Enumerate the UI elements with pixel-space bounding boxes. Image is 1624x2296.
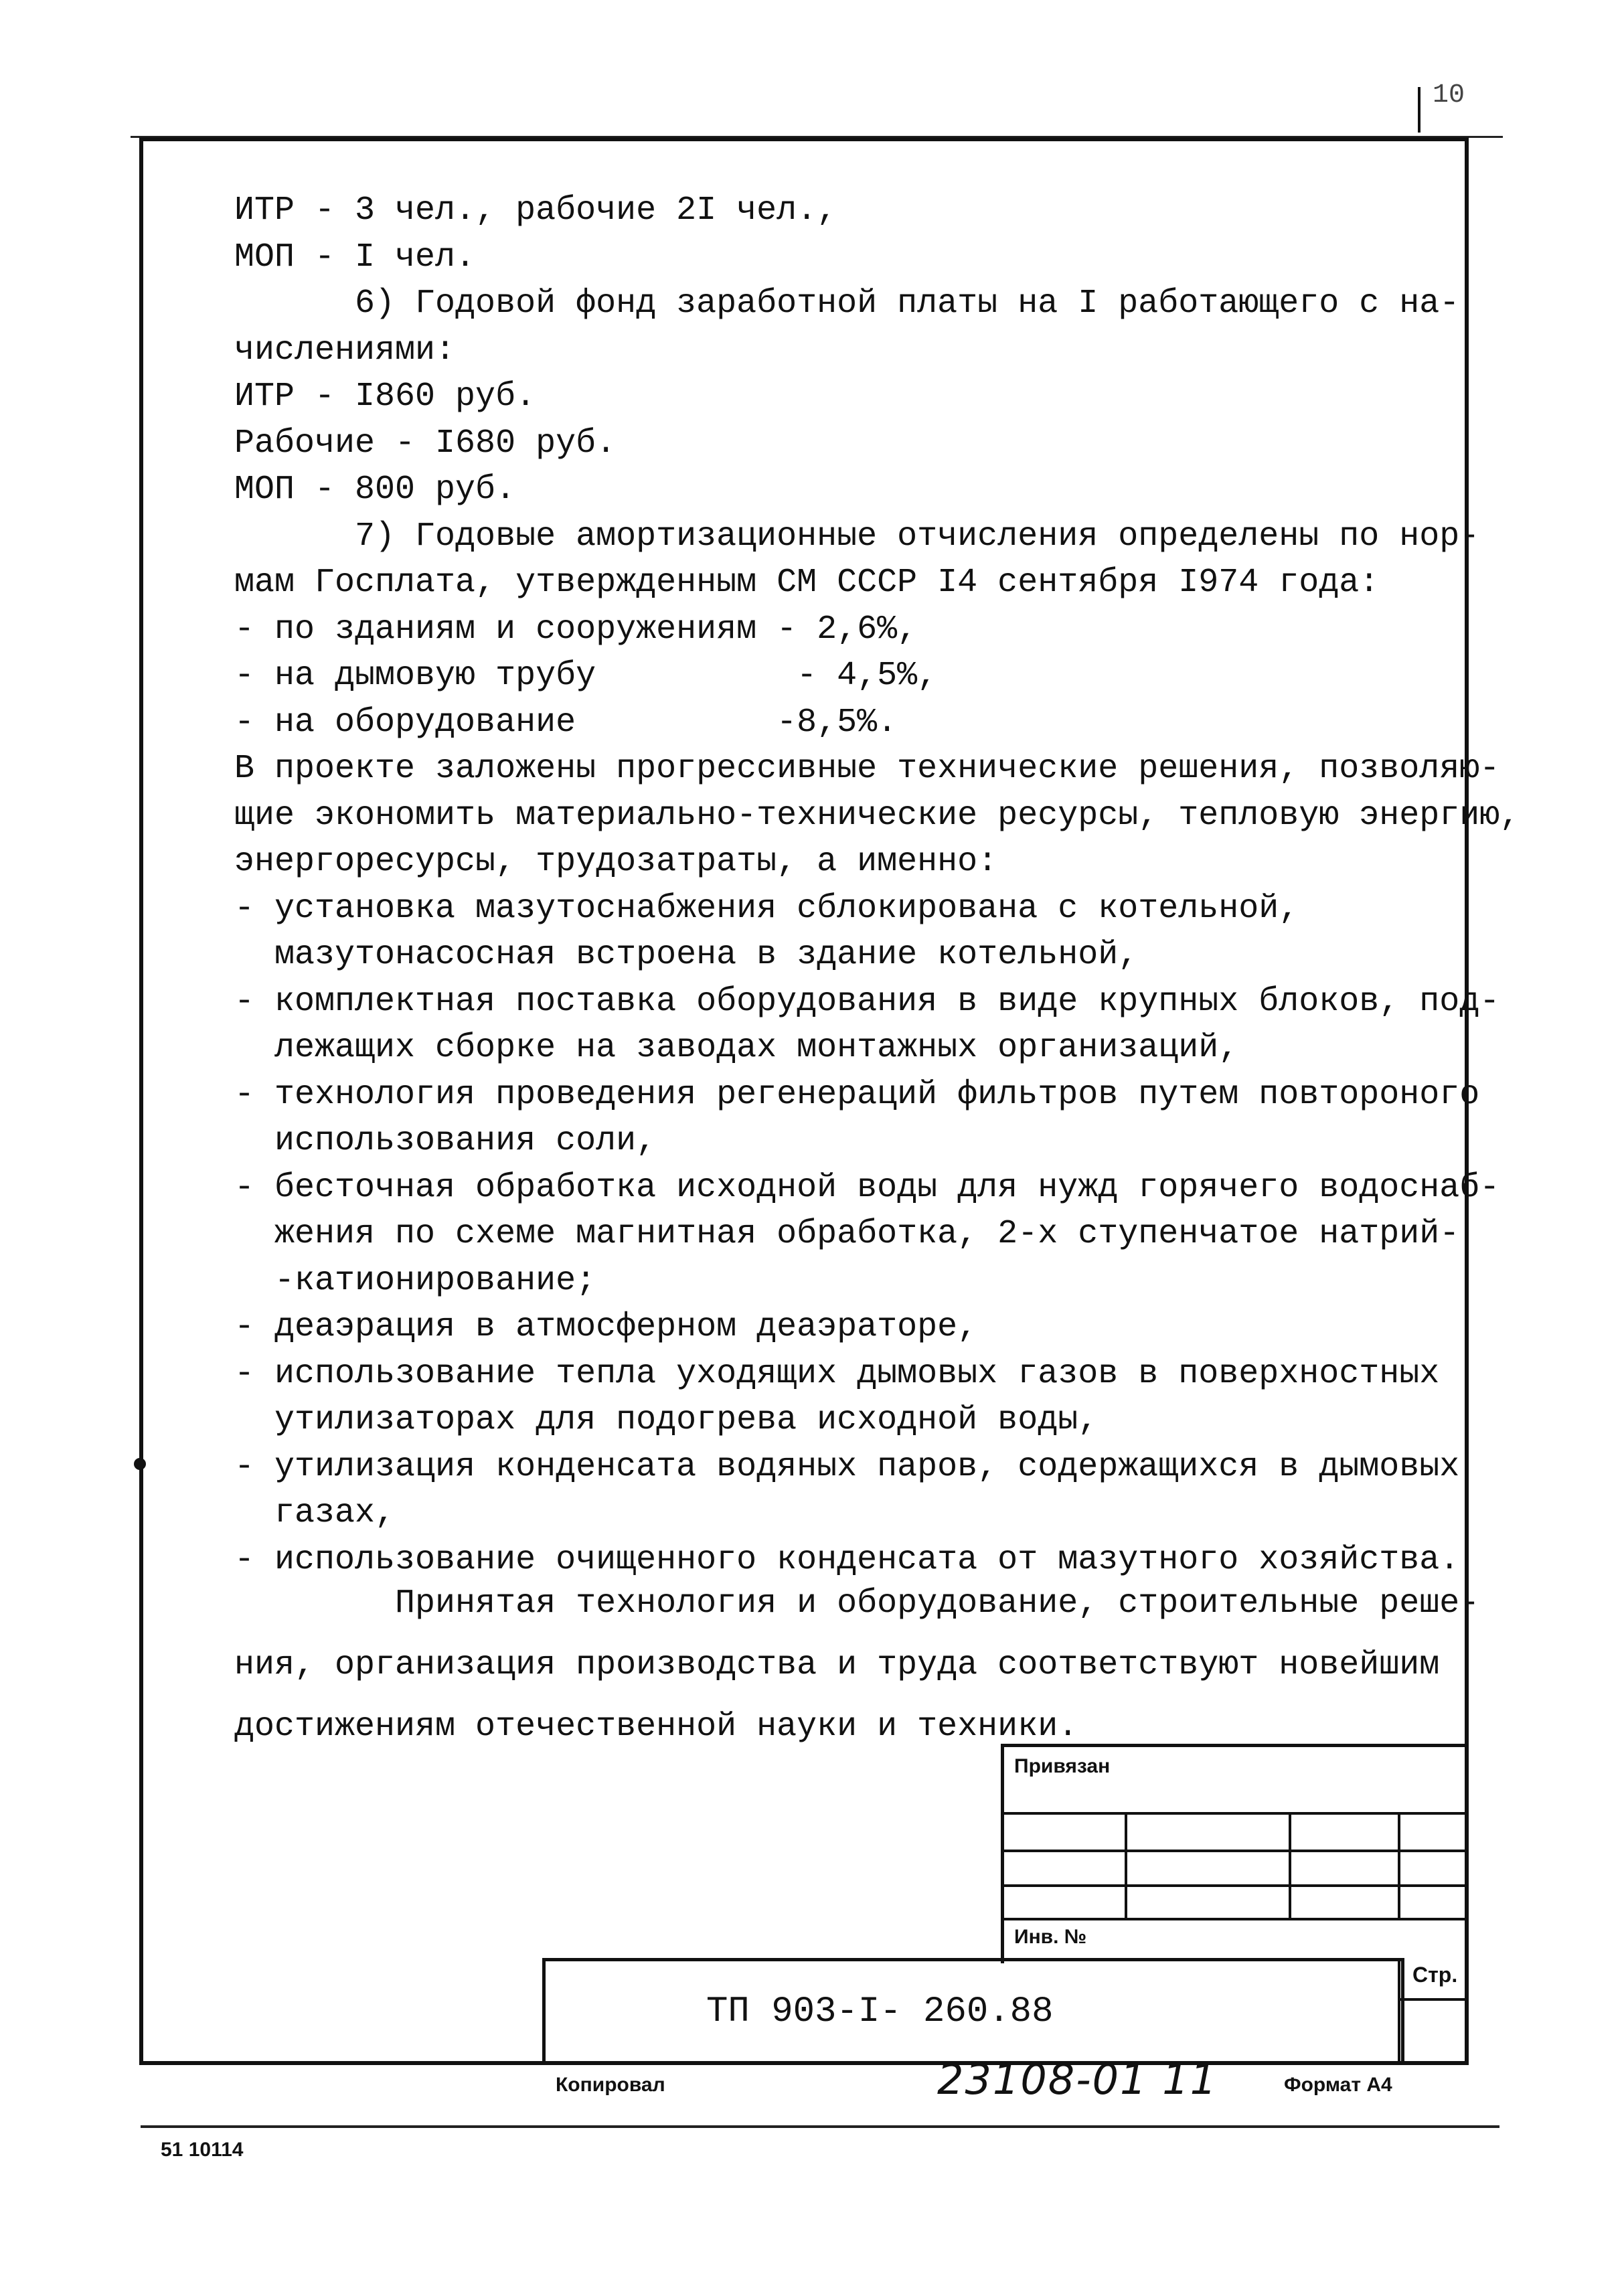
body-line: МОП - I чел. — [234, 238, 476, 276]
sheet-number: 51 10114 — [161, 2139, 244, 2161]
body-line: использования соли, — [234, 1122, 657, 1160]
inventory-label: Инв. № — [1014, 1926, 1087, 1948]
page-cell-divider — [1398, 1958, 1400, 2065]
copied-label: Копировал — [556, 2074, 665, 2096]
page-cell-rule — [1398, 1998, 1469, 2001]
page-corner-number: 10 — [1433, 80, 1465, 110]
body-line: В проекте заложены прогрессивные технические решения, позволяю- — [234, 750, 1500, 788]
body-line: - использование тепла уходящих дымовых газов в поверхностных — [234, 1354, 1440, 1393]
conclusion-line: ния, организация производства и труда соответствуют новейшим — [234, 1646, 1440, 1684]
conclusion-line: Принятая технология и оборудование, строительные реше- — [234, 1584, 1480, 1623]
body-line: МОП - 800 руб. — [234, 471, 516, 509]
body-line: 6) Годовой фонд заработной платы на I работающего с на- — [234, 284, 1460, 323]
binding-hole-mark — [134, 1458, 146, 1470]
body-line: - комплектная поставка оборудования в виде крупных блоков, под- — [234, 982, 1500, 1021]
format-label: Формат А4 — [1284, 2074, 1392, 2096]
body-line: мазутонасосная встроена в здание котельной, — [234, 936, 1139, 974]
body-line: - по зданиям и сооружениям - 2,6%, — [234, 610, 918, 649]
body-line: -катионирование; — [234, 1261, 596, 1300]
page-corner-mark — [1418, 87, 1420, 133]
body-line: ИТР - I860 руб. — [234, 378, 536, 416]
conclusion-paragraph — [234, 1573, 1480, 1758]
body-line: - деаэрация в атмосферном деаэраторе, — [234, 1308, 978, 1346]
body-line: числениями: — [234, 331, 456, 370]
document-code: ТП 903-I- 260.88 — [706, 1991, 1054, 2032]
body-line: - использование очищенного конденсата от мазутного хозяйства. — [234, 1540, 1460, 1579]
body-line: ИТР - 3 чел., рабочие 2I чел., — [234, 191, 837, 230]
document-body — [234, 187, 1520, 1583]
body-line: щие экономить материально-технические ресурсы, тепловую энергию, — [234, 796, 1520, 835]
body-line: - бесточная обработка исходной воды для нужд горячего водоснаб- — [234, 1168, 1500, 1207]
body-line: 7) Годовые амортизационные отчисления определены по нор- — [234, 517, 1480, 556]
body-line: Рабочие - I680 руб. — [234, 424, 617, 463]
title-block-col-3 — [1398, 1812, 1400, 1918]
conclusion-line: достижениям отечественной науки и техники. — [234, 1708, 1078, 1746]
body-line: - утилизация конденсата водяных паров, содержащихся в дымовых — [234, 1447, 1460, 1486]
body-line: - на оборудование -8,5%. — [234, 703, 898, 742]
page-label: Стр. — [1412, 1963, 1458, 1987]
body-line: - технология проведения регенераций фильтров путем повтороного — [234, 1075, 1480, 1114]
handwritten-number: 23108-01 11 — [937, 2055, 1218, 2104]
body-line: жения по схеме магнитная обработка, 2-х ступенчатое натрий- — [234, 1215, 1460, 1253]
body-line: мам Госплата, утвержденным СМ СССР I4 сентября I974 года: — [234, 564, 1380, 602]
body-line: утилизаторах для подогрева исходной воды, — [234, 1401, 1099, 1439]
attached-label: Привязан — [1014, 1755, 1111, 1777]
body-line: лежащих сборке на заводах монтажных организаций, — [234, 1029, 1239, 1067]
body-line: - установка мазутоснабжения сблокирована с котельной, — [234, 889, 1299, 928]
title-block-rule-4 — [1001, 1918, 1469, 1920]
body-line: газах, — [234, 1494, 396, 1532]
bottom-rule — [141, 2125, 1499, 2128]
body-line: энергоресурсы, трудозатраты, а именно: — [234, 843, 998, 881]
title-block-col-1 — [1125, 1812, 1127, 1918]
body-line: - на дымовую трубу - 4,5%, — [234, 657, 938, 695]
title-block-col-2 — [1289, 1812, 1291, 1918]
